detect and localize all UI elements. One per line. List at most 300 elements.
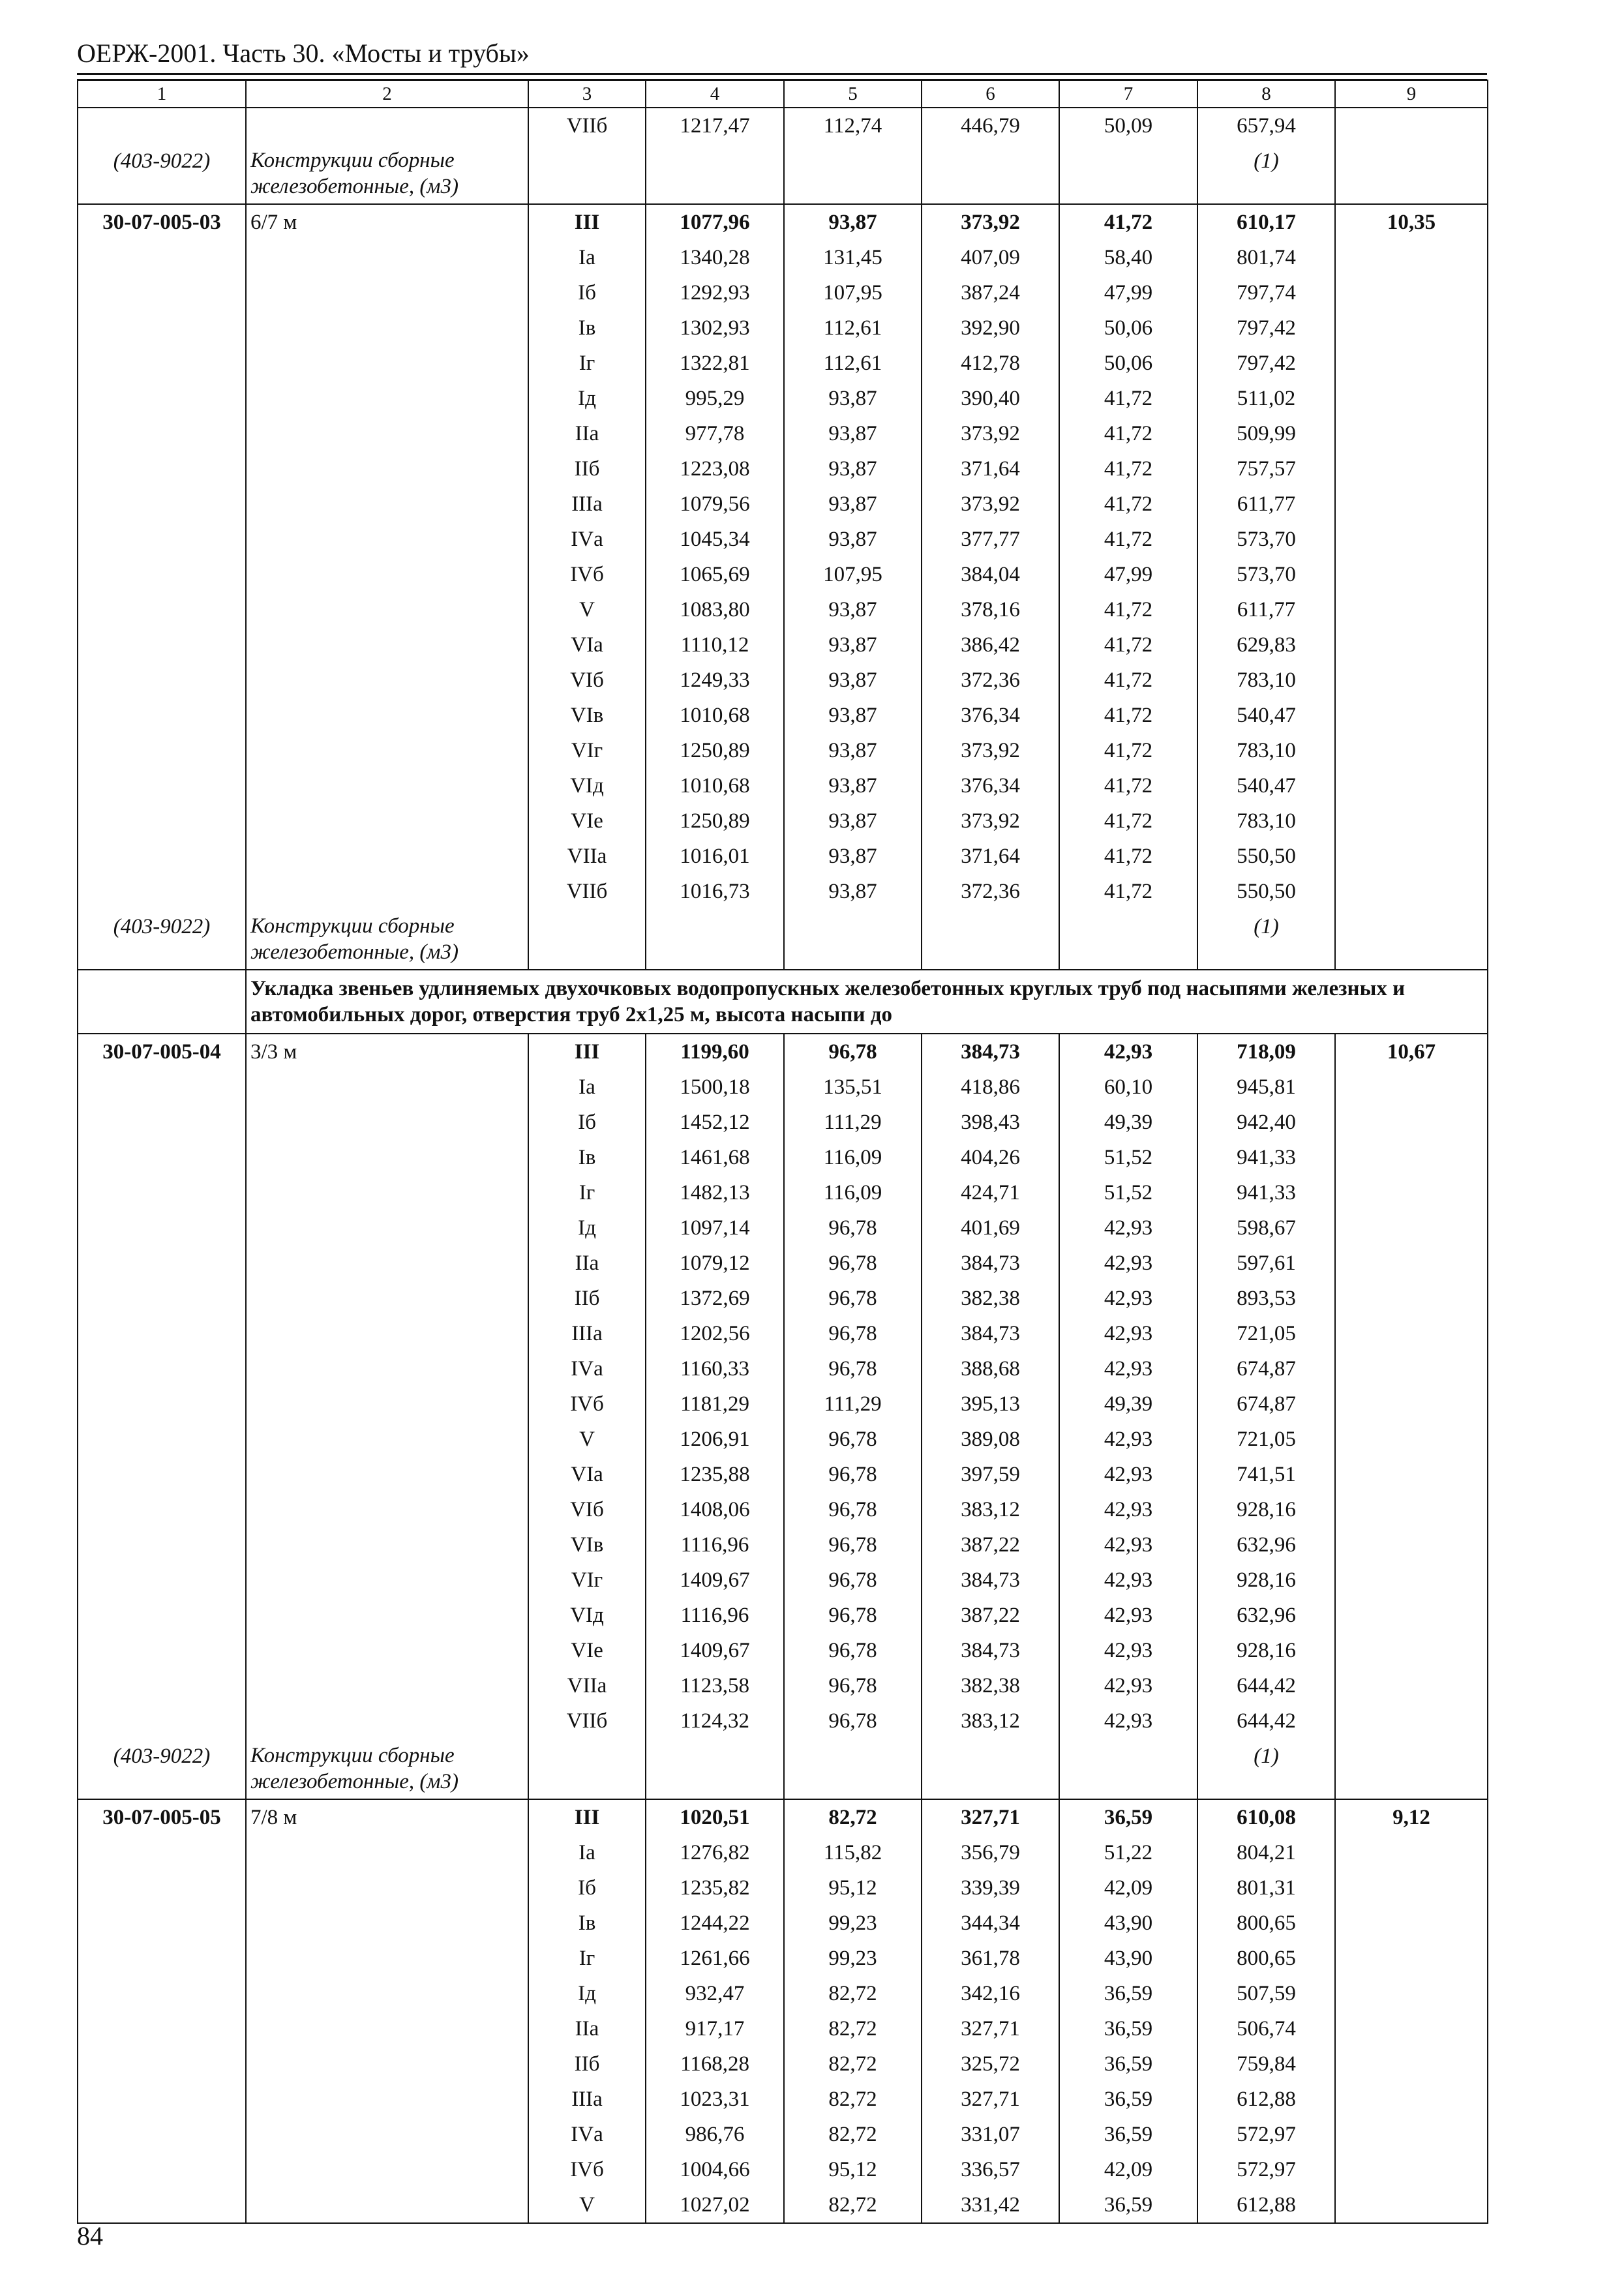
value-cell: 331,42 [922, 2187, 1059, 2223]
value-cell: 373,92 [922, 733, 1059, 768]
value-cell: 597,61 [1197, 1246, 1335, 1281]
rate-code: 30-07-005-03 [78, 204, 246, 240]
empty-cell [1059, 909, 1197, 970]
value-cell: 1123,58 [646, 1668, 784, 1703]
value-cell: 407,09 [922, 240, 1059, 275]
reference-code: (403-9022) [78, 909, 246, 970]
page-number: 84 [77, 2221, 103, 2251]
value-cell: 384,73 [922, 1316, 1059, 1351]
value-cell: 373,92 [922, 416, 1059, 451]
value-cell: 942,40 [1197, 1105, 1335, 1140]
value-cell: 986,76 [646, 2117, 784, 2152]
empty-cell [246, 1351, 528, 1386]
value-cell: 804,21 [1197, 1835, 1335, 1870]
value-cell: 657,94 [1197, 108, 1335, 143]
rates-table [77, 80, 1488, 2224]
value-cell: 1045,34 [646, 522, 784, 557]
value-cell: 336,57 [922, 2152, 1059, 2187]
value-cell: 93,87 [784, 803, 922, 839]
column-number: 3 [528, 80, 646, 108]
value-cell: 1160,33 [646, 1351, 784, 1386]
value-cell: 506,74 [1197, 2011, 1335, 2046]
value-cell: 721,05 [1197, 1316, 1335, 1351]
reference-code: (403-9022) [78, 143, 246, 204]
value-cell: 376,34 [922, 768, 1059, 803]
empty-cell [78, 346, 246, 381]
empty-cell [246, 2011, 528, 2046]
value-cell: 373,92 [922, 803, 1059, 839]
zone-cell: VIб [528, 663, 646, 698]
value-cell: 1461,68 [646, 1140, 784, 1175]
empty-cell [528, 143, 646, 204]
empty-cell [1335, 416, 1488, 451]
empty-cell [246, 1563, 528, 1598]
value-cell: 93,87 [784, 663, 922, 698]
table-row [78, 522, 1488, 557]
empty-cell [246, 240, 528, 275]
empty-cell [246, 698, 528, 733]
value-cell: 82,72 [784, 2117, 922, 2152]
value-cell: 446,79 [922, 108, 1059, 143]
empty-cell [246, 416, 528, 451]
table-row [78, 557, 1488, 592]
value-cell: 928,16 [1197, 1633, 1335, 1668]
zone-cell: VIа [528, 627, 646, 663]
empty-cell [78, 1422, 246, 1457]
value-cell: 1372,69 [646, 1281, 784, 1316]
value-cell: 96,78 [784, 1351, 922, 1386]
column-number: 4 [646, 80, 784, 108]
value-cell: 49,39 [1059, 1386, 1197, 1422]
value-cell: 42,09 [1059, 1870, 1197, 1906]
value-cell: 945,81 [1197, 1070, 1335, 1105]
value-cell: 384,73 [922, 1246, 1059, 1281]
value-cell: 1302,93 [646, 310, 784, 346]
empty-cell [246, 451, 528, 486]
value-cell: 384,73 [922, 1563, 1059, 1598]
value-cell: 1250,89 [646, 803, 784, 839]
empty-cell [1335, 381, 1488, 416]
table-row [78, 1281, 1488, 1316]
empty-cell [78, 1351, 246, 1386]
value-cell: 42,93 [1059, 1351, 1197, 1386]
zone-cell: Iб [528, 275, 646, 310]
page-header: ОЕРЖ-2001. Часть 30. «Мосты и трубы» [77, 38, 530, 68]
zone-cell: Iд [528, 381, 646, 416]
value-cell: 93,87 [784, 451, 922, 486]
empty-cell [246, 874, 528, 909]
table-row [78, 381, 1488, 416]
value-cell: 507,59 [1197, 1976, 1335, 2011]
value-cell: 42,93 [1059, 1246, 1197, 1281]
value-cell: 96,78 [784, 1633, 922, 1668]
value-cell: 107,95 [784, 275, 922, 310]
empty-cell [78, 970, 246, 1034]
empty-cell [78, 874, 246, 909]
value-cell: 387,22 [922, 1598, 1059, 1633]
value-cell: 96,78 [784, 1316, 922, 1351]
empty-cell [78, 1175, 246, 1210]
value-cell: 412,78 [922, 346, 1059, 381]
value-cell: 1116,96 [646, 1527, 784, 1563]
zone-cell: VIв [528, 1527, 646, 1563]
empty-cell [1335, 1941, 1488, 1976]
zone-cell: VIб [528, 1492, 646, 1527]
value-cell: 424,71 [922, 1175, 1059, 1210]
value-cell: 1004,66 [646, 2152, 784, 2187]
zone-cell: Iг [528, 1175, 646, 1210]
empty-cell [1335, 1386, 1488, 1422]
column-number: 6 [922, 80, 1059, 108]
empty-cell [1335, 240, 1488, 275]
value-cell: 718,09 [1197, 1034, 1335, 1070]
value-cell: 398,43 [922, 1105, 1059, 1140]
empty-cell [246, 1105, 528, 1140]
empty-cell [1335, 592, 1488, 627]
value-cell: 93,87 [784, 381, 922, 416]
zone-cell: IVа [528, 1351, 646, 1386]
value-cell: 42,93 [1059, 1281, 1197, 1316]
value-cell: 783,10 [1197, 663, 1335, 698]
value-cell: 327,71 [922, 2011, 1059, 2046]
empty-cell [246, 381, 528, 416]
value-cell: 378,16 [922, 592, 1059, 627]
empty-cell [78, 1140, 246, 1175]
value-cell: 99,23 [784, 1941, 922, 1976]
value-cell: 96,78 [784, 1598, 922, 1633]
rate-total: 9,12 [1335, 1799, 1488, 1835]
table-row [78, 2117, 1488, 2152]
value-cell: 386,42 [922, 627, 1059, 663]
value-cell: 1079,12 [646, 1246, 784, 1281]
empty-cell [78, 733, 246, 768]
reference-text: Конструкции сборные железобетонные, (м3) [246, 909, 528, 970]
value-cell: 41,72 [1059, 486, 1197, 522]
empty-cell [1335, 557, 1488, 592]
value-cell: 93,87 [784, 768, 922, 803]
value-cell: 41,72 [1059, 522, 1197, 557]
empty-cell [78, 2011, 246, 2046]
value-cell: 644,42 [1197, 1668, 1335, 1703]
value-cell: 757,57 [1197, 451, 1335, 486]
value-cell: 383,12 [922, 1492, 1059, 1527]
empty-cell [922, 143, 1059, 204]
zone-cell: Iг [528, 346, 646, 381]
value-cell: 390,40 [922, 381, 1059, 416]
value-cell: 58,40 [1059, 240, 1197, 275]
value-cell: 376,34 [922, 698, 1059, 733]
value-cell: 1206,91 [646, 1422, 784, 1457]
zone-cell: IVа [528, 2117, 646, 2152]
empty-cell [78, 275, 246, 310]
value-cell: 377,77 [922, 522, 1059, 557]
value-cell: 1181,29 [646, 1386, 784, 1422]
zone-cell: Iд [528, 1210, 646, 1246]
empty-cell [1335, 1492, 1488, 1527]
value-cell: 51,22 [1059, 1835, 1197, 1870]
empty-cell [1335, 627, 1488, 663]
empty-cell [246, 663, 528, 698]
value-cell: 41,72 [1059, 768, 1197, 803]
empty-cell [1335, 1563, 1488, 1598]
value-cell: 1276,82 [646, 1835, 784, 1870]
value-cell: 116,09 [784, 1175, 922, 1210]
value-cell: 41,72 [1059, 592, 1197, 627]
zone-cell: IIа [528, 1246, 646, 1281]
zone-cell: VIд [528, 768, 646, 803]
value-cell: 41,72 [1059, 663, 1197, 698]
value-cell: 42,93 [1059, 1034, 1197, 1070]
table-row [78, 2011, 1488, 2046]
zone-cell: V [528, 592, 646, 627]
empty-cell [78, 2082, 246, 2117]
empty-cell [1335, 2011, 1488, 2046]
value-cell: 93,87 [784, 592, 922, 627]
value-cell: 112,61 [784, 310, 922, 346]
empty-cell [246, 1210, 528, 1246]
value-cell: 96,78 [784, 1527, 922, 1563]
reference-footnote: (1) [1197, 1739, 1335, 1799]
value-cell: 404,26 [922, 1140, 1059, 1175]
value-cell: 42,93 [1059, 1563, 1197, 1598]
empty-cell [1335, 1422, 1488, 1457]
value-cell: 41,72 [1059, 627, 1197, 663]
empty-cell [1335, 663, 1488, 698]
empty-cell [1335, 1316, 1488, 1351]
reference-code: (403-9022) [78, 1739, 246, 1799]
empty-cell [246, 1598, 528, 1633]
table-row [78, 874, 1488, 909]
empty-cell [246, 1976, 528, 2011]
table-row [78, 1210, 1488, 1246]
column-number-row [78, 80, 1488, 108]
empty-cell [1335, 1175, 1488, 1210]
value-cell: 112,61 [784, 346, 922, 381]
zone-cell: V [528, 2187, 646, 2223]
table-row [78, 1703, 1488, 1739]
zone-cell: IIа [528, 416, 646, 451]
empty-cell [78, 1668, 246, 1703]
table-row [78, 1351, 1488, 1386]
zone-cell: Iб [528, 1105, 646, 1140]
value-cell: 339,39 [922, 1870, 1059, 1906]
rate-name: 7/8 м [246, 1799, 528, 1835]
zone-cell: IVб [528, 1386, 646, 1422]
value-cell: 42,93 [1059, 1598, 1197, 1633]
reference-row [78, 909, 1488, 970]
empty-cell [1335, 1351, 1488, 1386]
value-cell: 342,16 [922, 1976, 1059, 2011]
empty-cell [1335, 2152, 1488, 2187]
value-cell: 384,04 [922, 557, 1059, 592]
table-row [78, 451, 1488, 486]
zone-cell: VIа [528, 1457, 646, 1492]
value-cell: 41,72 [1059, 204, 1197, 240]
empty-cell [246, 557, 528, 592]
rate-name: 3/3 м [246, 1034, 528, 1070]
value-cell: 50,06 [1059, 346, 1197, 381]
value-cell: 82,72 [784, 1976, 922, 2011]
table-row [78, 1457, 1488, 1492]
value-cell: 384,73 [922, 1633, 1059, 1668]
empty-cell [246, 2187, 528, 2223]
value-cell: 1202,56 [646, 1316, 784, 1351]
empty-cell [78, 522, 246, 557]
empty-cell [246, 310, 528, 346]
value-cell: 36,59 [1059, 2187, 1197, 2223]
value-cell: 1249,33 [646, 663, 784, 698]
empty-cell [78, 240, 246, 275]
section-title-row [78, 970, 1488, 1034]
value-cell: 540,47 [1197, 768, 1335, 803]
zone-cell: IIб [528, 1281, 646, 1316]
empty-cell [246, 2152, 528, 2187]
value-cell: 977,78 [646, 416, 784, 451]
value-cell: 1292,93 [646, 275, 784, 310]
value-cell: 382,38 [922, 1281, 1059, 1316]
value-cell: 99,23 [784, 1906, 922, 1941]
value-cell: 1250,89 [646, 733, 784, 768]
zone-cell: VIе [528, 1633, 646, 1668]
value-cell: 331,07 [922, 2117, 1059, 2152]
empty-cell [1335, 522, 1488, 557]
empty-cell [922, 909, 1059, 970]
table-row [78, 592, 1488, 627]
value-cell: 797,42 [1197, 346, 1335, 381]
value-cell: 598,67 [1197, 1210, 1335, 1246]
empty-cell [246, 1386, 528, 1422]
zone-cell: Iа [528, 1835, 646, 1870]
value-cell: 96,78 [784, 1281, 922, 1316]
value-cell: 116,09 [784, 1140, 922, 1175]
column-number: 1 [78, 80, 246, 108]
value-cell: 1010,68 [646, 768, 784, 803]
empty-cell [246, 1422, 528, 1457]
rate-first-row [78, 1799, 1488, 1835]
value-cell: 629,83 [1197, 627, 1335, 663]
value-cell: 632,96 [1197, 1598, 1335, 1633]
zone-cell: VIд [528, 1598, 646, 1633]
value-cell: 387,24 [922, 275, 1059, 310]
value-cell: 612,88 [1197, 2187, 1335, 2223]
empty-cell [78, 698, 246, 733]
value-cell: 42,93 [1059, 1457, 1197, 1492]
empty-cell [246, 1175, 528, 1210]
zone-cell: VIIб [528, 108, 646, 143]
value-cell: 93,87 [784, 486, 922, 522]
zone-cell: VIIб [528, 1703, 646, 1739]
table-row [78, 1527, 1488, 1563]
value-cell: 1168,28 [646, 2046, 784, 2082]
empty-cell [78, 2152, 246, 2187]
zone-cell: IIб [528, 451, 646, 486]
empty-cell [246, 1527, 528, 1563]
value-cell: 42,93 [1059, 1422, 1197, 1457]
rate-code: 30-07-005-04 [78, 1034, 246, 1070]
value-cell: 509,99 [1197, 416, 1335, 451]
zone-cell: VIIб [528, 874, 646, 909]
value-cell: 1408,06 [646, 1492, 784, 1527]
value-cell: 1065,69 [646, 557, 784, 592]
zone-cell: VIг [528, 733, 646, 768]
value-cell: 1016,01 [646, 839, 784, 874]
table-row [78, 839, 1488, 874]
value-cell: 373,92 [922, 486, 1059, 522]
empty-cell [78, 416, 246, 451]
empty-cell [246, 1140, 528, 1175]
empty-cell [246, 1633, 528, 1668]
value-cell: 41,72 [1059, 698, 1197, 733]
empty-cell [246, 592, 528, 627]
table-row [78, 768, 1488, 803]
empty-cell [246, 2046, 528, 2082]
value-cell: 1077,96 [646, 204, 784, 240]
rate-total: 10,67 [1335, 1034, 1488, 1070]
value-cell: 60,10 [1059, 1070, 1197, 1105]
empty-cell [1335, 486, 1488, 522]
empty-cell [78, 768, 246, 803]
value-cell: 96,78 [784, 1034, 922, 1070]
value-cell: 610,17 [1197, 204, 1335, 240]
empty-cell [78, 2046, 246, 2082]
empty-cell [528, 1739, 646, 1799]
zone-cell: IIIа [528, 2082, 646, 2117]
empty-cell [1335, 1140, 1488, 1175]
table-row [78, 1105, 1488, 1140]
zone-cell: Iв [528, 1906, 646, 1941]
rate-name: 6/7 м [246, 204, 528, 240]
empty-cell [78, 1835, 246, 1870]
value-cell: 82,72 [784, 2082, 922, 2117]
value-cell: 1020,51 [646, 1799, 784, 1835]
value-cell: 941,33 [1197, 1175, 1335, 1210]
rate-first-row [78, 1034, 1488, 1070]
empty-cell [646, 143, 784, 204]
value-cell: 418,86 [922, 1070, 1059, 1105]
empty-cell [1335, 1835, 1488, 1870]
value-cell: 1235,88 [646, 1457, 784, 1492]
table-row [78, 1906, 1488, 1941]
value-cell: 1016,73 [646, 874, 784, 909]
value-cell: 131,45 [784, 240, 922, 275]
value-cell: 384,73 [922, 1034, 1059, 1070]
value-cell: 36,59 [1059, 2046, 1197, 2082]
value-cell: 93,87 [784, 698, 922, 733]
value-cell: 801,31 [1197, 1870, 1335, 1906]
empty-cell [1335, 874, 1488, 909]
value-cell: 41,72 [1059, 839, 1197, 874]
value-cell: 82,72 [784, 2011, 922, 2046]
value-cell: 783,10 [1197, 733, 1335, 768]
zone-cell: VIв [528, 698, 646, 733]
value-cell: 928,16 [1197, 1563, 1335, 1598]
empty-cell [1335, 1105, 1488, 1140]
section-title: Укладка звеньев удлиняемых двухочковых водопропускных железобетонных круглых труб под насыпями железных и автомобильных дорог, отверстия труб 2х1,25 м, высота насыпи до [246, 970, 1488, 1034]
empty-cell [246, 1246, 528, 1281]
value-cell: 932,47 [646, 1976, 784, 2011]
value-cell: 96,78 [784, 1668, 922, 1703]
column-number: 8 [1197, 80, 1335, 108]
value-cell: 49,39 [1059, 1105, 1197, 1140]
value-cell: 395,13 [922, 1386, 1059, 1422]
empty-cell [246, 1906, 528, 1941]
empty-cell [78, 451, 246, 486]
zone-cell: Iг [528, 1941, 646, 1976]
empty-cell [246, 803, 528, 839]
empty-cell [78, 381, 246, 416]
value-cell: 95,12 [784, 2152, 922, 2187]
value-cell: 41,72 [1059, 803, 1197, 839]
